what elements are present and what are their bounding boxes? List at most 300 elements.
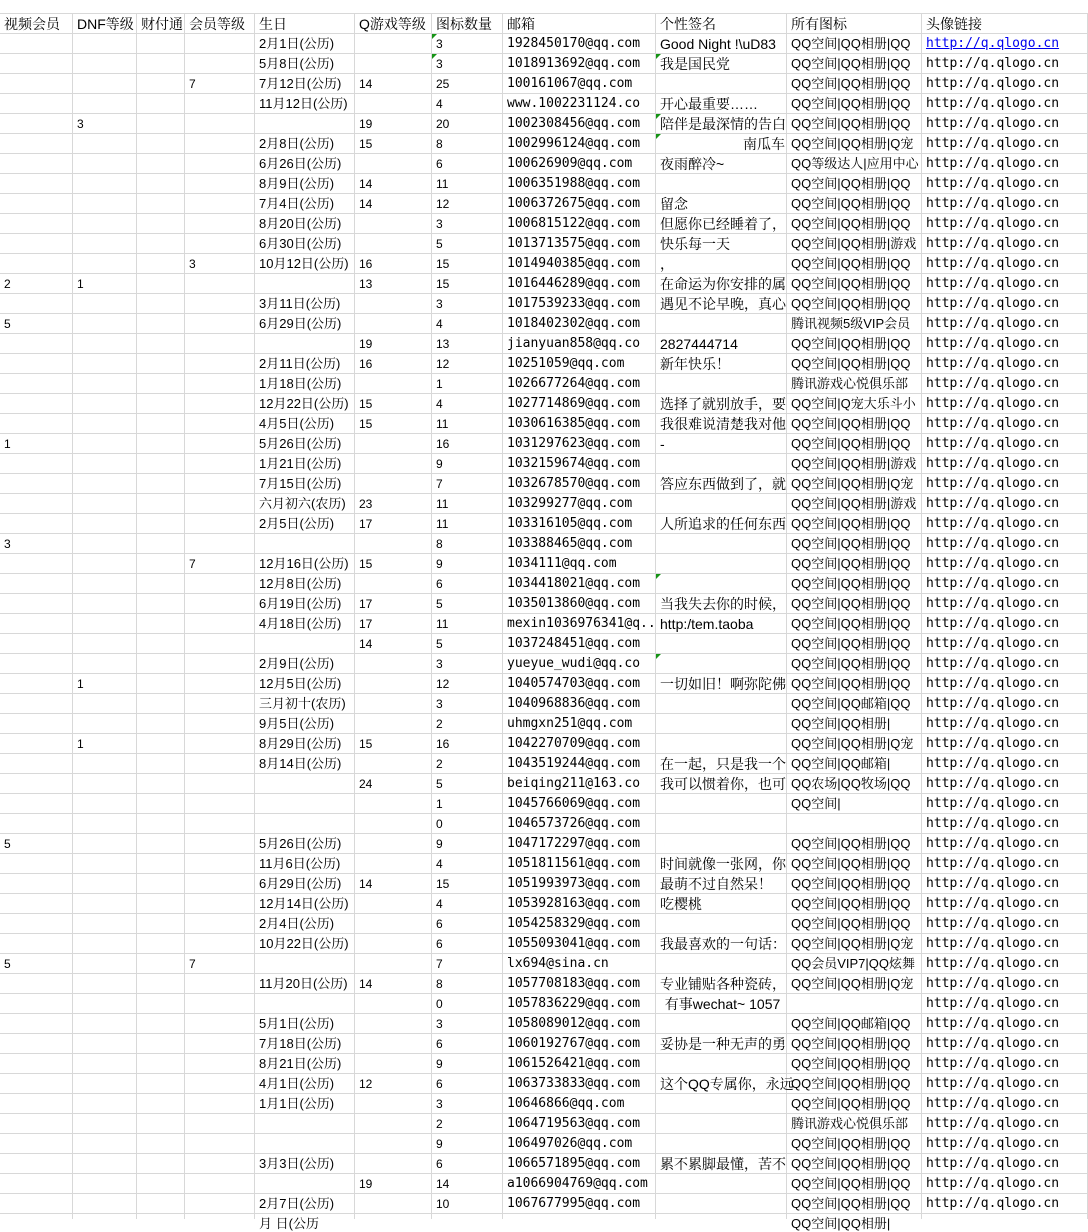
cell-tenpay[interactable] (137, 674, 185, 694)
cell-vip-level[interactable] (185, 394, 255, 414)
cell-avatar-link[interactable]: http://q.qlogo.cn (922, 214, 1088, 234)
cell-all-icons[interactable]: QQ空间|QQ相册|QQ (787, 114, 922, 134)
cell-signature[interactable]: 2827444714 (656, 334, 787, 354)
cell-birthday[interactable]: 8月14日(公历) (255, 754, 355, 774)
cell-signature[interactable] (656, 914, 787, 934)
cell-dnf-level[interactable] (73, 494, 137, 514)
cell-avatar-link[interactable]: http://q.qlogo.cn (922, 1054, 1088, 1074)
cell-all-icons[interactable]: QQ空间|QQ相册|QQ (787, 34, 922, 54)
cell-email[interactable]: 1016446289@qq.com (503, 274, 656, 294)
cell-vip-level[interactable] (185, 114, 255, 134)
cell-email[interactable]: 1055093041@qq.com (503, 934, 656, 954)
cell-tenpay[interactable] (137, 754, 185, 774)
cell-icon-count[interactable]: 5 (432, 234, 503, 254)
cell-birthday[interactable] (255, 634, 355, 654)
cell-signature[interactable] (656, 1094, 787, 1114)
cell-avatar-link[interactable]: http://q.qlogo.cn (922, 1074, 1088, 1094)
cell-tenpay[interactable] (137, 54, 185, 74)
cell-video-vip[interactable] (0, 174, 73, 194)
cell-email[interactable]: 1064719563@qq.com (503, 1114, 656, 1134)
cell-vip-level[interactable] (185, 634, 255, 654)
cell-qgame-level[interactable] (355, 54, 432, 74)
cell-avatar-link[interactable]: http://q.qlogo.cn (922, 274, 1088, 294)
column-header-video-vip[interactable]: 视频会员 (0, 14, 73, 34)
cell-tenpay[interactable] (137, 154, 185, 174)
cell-tenpay[interactable] (137, 34, 185, 54)
cell-all-icons[interactable]: QQ空间|QQ相册|QQ (787, 674, 922, 694)
cell-signature[interactable]: 一切如旧！啊弥陀佛 (656, 674, 787, 694)
cell-vip-level[interactable] (185, 194, 255, 214)
cell-vip-level[interactable] (185, 294, 255, 314)
cell-email[interactable]: 1031297623@qq.com (503, 434, 656, 454)
cell-signature[interactable]: 这个QQ专属你，永远 (656, 1074, 787, 1094)
cell-avatar-link[interactable]: http://q.qlogo.cn (922, 574, 1088, 594)
cell-qgame-level[interactable] (355, 454, 432, 474)
cell-all-icons[interactable]: QQ空间|QQ相册|QQ (787, 354, 922, 374)
cell-email[interactable] (503, 1214, 656, 1219)
cell-dnf-level[interactable] (73, 94, 137, 114)
cell-dnf-level[interactable] (73, 174, 137, 194)
cell-vip-level[interactable] (185, 674, 255, 694)
cell-tenpay[interactable] (137, 1054, 185, 1074)
cell-dnf-level[interactable] (73, 874, 137, 894)
cell-avatar-link[interactable] (922, 1214, 1088, 1219)
cell-signature[interactable] (656, 314, 787, 334)
cell-email[interactable]: 1032678570@qq.com (503, 474, 656, 494)
cell-vip-level[interactable] (185, 814, 255, 834)
cell-video-vip[interactable] (0, 454, 73, 474)
cell-birthday[interactable]: 6月19日(公历) (255, 594, 355, 614)
cell-email[interactable]: 100626909@qq.com (503, 154, 656, 174)
cell-qgame-level[interactable] (355, 1094, 432, 1114)
cell-signature[interactable] (656, 1114, 787, 1134)
cell-signature[interactable] (656, 1014, 787, 1034)
cell-all-icons[interactable]: QQ空间|QQ相册|Q宠 (787, 974, 922, 994)
cell-signature[interactable]: 留念 (656, 194, 787, 214)
cell-vip-level[interactable] (185, 974, 255, 994)
cell-icon-count[interactable]: 16 (432, 734, 503, 754)
cell-qgame-level[interactable]: 15 (355, 734, 432, 754)
cell-tenpay[interactable] (137, 314, 185, 334)
cell-signature[interactable]: 我是国民党 (656, 54, 787, 74)
cell-birthday[interactable]: 4月5日(公历) (255, 414, 355, 434)
cell-icon-count[interactable]: 3 (432, 1014, 503, 1034)
cell-all-icons[interactable]: QQ空间|QQ相册|QQ (787, 294, 922, 314)
cell-signature[interactable]: 最萌不过自然呆！ (656, 874, 787, 894)
cell-avatar-link[interactable]: http://q.qlogo.cn (922, 134, 1088, 154)
cell-icon-count[interactable]: 2 (432, 714, 503, 734)
cell-signature[interactable] (656, 714, 787, 734)
cell-video-vip[interactable] (0, 594, 73, 614)
cell-all-icons[interactable]: QQ空间|QQ邮箱|QQ (787, 1014, 922, 1034)
cell-signature[interactable]: 但愿你已经睡着了， (656, 214, 787, 234)
cell-icon-count[interactable]: 4 (432, 94, 503, 114)
column-header-all-icons[interactable]: 所有图标 (787, 14, 922, 34)
cell-avatar-link[interactable]: http://q.qlogo.cn (922, 714, 1088, 734)
cell-dnf-level[interactable] (73, 254, 137, 274)
cell-signature[interactable]: Good Night !\uD83 (656, 34, 787, 54)
cell-icon-count[interactable]: 11 (432, 414, 503, 434)
cell-tenpay[interactable] (137, 814, 185, 834)
cell-birthday[interactable]: 6月30日(公历) (255, 234, 355, 254)
cell-signature[interactable]: - (656, 434, 787, 454)
cell-video-vip[interactable] (0, 574, 73, 594)
cell-qgame-level[interactable] (355, 954, 432, 974)
cell-birthday[interactable]: 7月15日(公历) (255, 474, 355, 494)
cell-icon-count[interactable]: 8 (432, 534, 503, 554)
cell-all-icons[interactable]: QQ空间|QQ相册|游戏 (787, 494, 922, 514)
cell-signature[interactable]: 选择了就别放手，要 (656, 394, 787, 414)
cell-video-vip[interactable] (0, 874, 73, 894)
cell-email[interactable]: 1040968836@qq.com (503, 694, 656, 714)
cell-dnf-level[interactable] (73, 54, 137, 74)
cell-avatar-link[interactable]: http://q.qlogo.cn (922, 834, 1088, 854)
cell-vip-level[interactable] (185, 734, 255, 754)
cell-email[interactable]: 10646866@qq.com (503, 1094, 656, 1114)
cell-birthday[interactable] (255, 1174, 355, 1194)
cell-vip-level[interactable] (185, 874, 255, 894)
cell-birthday[interactable]: 6月29日(公历) (255, 314, 355, 334)
cell-all-icons[interactable]: QQ空间|QQ相册|Q宠 (787, 474, 922, 494)
cell-icon-count[interactable]: 9 (432, 1134, 503, 1154)
cell-tenpay[interactable] (137, 1014, 185, 1034)
cell-icon-count[interactable]: 8 (432, 974, 503, 994)
cell-qgame-level[interactable]: 16 (355, 354, 432, 374)
cell-icon-count[interactable]: 12 (432, 194, 503, 214)
cell-avatar-link[interactable]: http://q.qlogo.cn (922, 1174, 1088, 1194)
cell-birthday[interactable]: 12月22日(公历) (255, 394, 355, 414)
cell-video-vip[interactable] (0, 1194, 73, 1214)
cell-all-icons[interactable]: QQ空间|QQ相册| (787, 1214, 922, 1219)
cell-all-icons[interactable]: QQ空间|QQ相册|QQ (787, 594, 922, 614)
cell-email[interactable]: 1034111@qq.com (503, 554, 656, 574)
cell-icon-count[interactable]: 11 (432, 614, 503, 634)
cell-avatar-link[interactable]: http://q.qlogo.cn (922, 474, 1088, 494)
cell-birthday[interactable]: 8月21日(公历) (255, 1054, 355, 1074)
cell-dnf-level[interactable] (73, 1174, 137, 1194)
cell-email[interactable]: 1018913692@qq.com (503, 54, 656, 74)
cell-tenpay[interactable] (137, 194, 185, 214)
cell-birthday[interactable] (255, 1114, 355, 1134)
cell-dnf-level[interactable] (73, 914, 137, 934)
cell-video-vip[interactable] (0, 1074, 73, 1094)
cell-tenpay[interactable] (137, 394, 185, 414)
cell-vip-level[interactable] (185, 694, 255, 714)
cell-video-vip[interactable] (0, 794, 73, 814)
cell-video-vip[interactable]: 1 (0, 434, 73, 454)
cell-tenpay[interactable] (137, 634, 185, 654)
cell-email[interactable]: mexin1036976341@q.. (503, 614, 656, 634)
cell-video-vip[interactable] (0, 674, 73, 694)
cell-avatar-link[interactable]: http://q.qlogo.cn (922, 694, 1088, 714)
cell-qgame-level[interactable] (355, 1054, 432, 1074)
cell-birthday[interactable] (255, 274, 355, 294)
column-header-dnf-level[interactable]: DNF等级 (73, 14, 137, 34)
cell-email[interactable]: 1006372675@qq.com (503, 194, 656, 214)
cell-birthday[interactable]: 11月12日(公历) (255, 94, 355, 114)
cell-all-icons[interactable]: QQ空间|QQ相册|QQ (787, 1194, 922, 1214)
cell-all-icons[interactable]: QQ空间|QQ邮箱| (787, 754, 922, 774)
cell-dnf-level[interactable] (73, 354, 137, 374)
cell-icon-count[interactable]: 9 (432, 454, 503, 474)
cell-video-vip[interactable] (0, 894, 73, 914)
cell-tenpay[interactable] (137, 354, 185, 374)
cell-dnf-level[interactable] (73, 694, 137, 714)
cell-tenpay[interactable] (137, 594, 185, 614)
cell-vip-level[interactable] (185, 314, 255, 334)
cell-icon-count[interactable] (432, 1214, 503, 1219)
cell-signature[interactable]: 累不累脚最懂，苦不 (656, 1154, 787, 1174)
cell-qgame-level[interactable]: 15 (355, 134, 432, 154)
cell-all-icons[interactable]: QQ空间|QQ相册|QQ (787, 574, 922, 594)
cell-video-vip[interactable]: 3 (0, 534, 73, 554)
cell-signature[interactable]: 遇见不论早晚，真心 (656, 294, 787, 314)
cell-qgame-level[interactable] (355, 294, 432, 314)
cell-avatar-link[interactable]: http://q.qlogo.cn (922, 494, 1088, 514)
cell-birthday[interactable]: 12月14日(公历) (255, 894, 355, 914)
cell-qgame-level[interactable]: 19 (355, 1174, 432, 1194)
cell-birthday[interactable]: 12月8日(公历) (255, 574, 355, 594)
column-header-signature[interactable]: 个性签名 (656, 14, 787, 34)
cell-tenpay[interactable] (137, 1134, 185, 1154)
cell-email[interactable]: 103388465@qq.com (503, 534, 656, 554)
cell-birthday[interactable]: 7月4日(公历) (255, 194, 355, 214)
cell-dnf-level[interactable] (73, 1094, 137, 1114)
cell-all-icons[interactable]: QQ空间|QQ邮箱|QQ (787, 694, 922, 714)
cell-all-icons[interactable]: QQ空间|QQ相册|QQ (787, 854, 922, 874)
cell-vip-level[interactable] (185, 794, 255, 814)
cell-birthday[interactable]: 10月22日(公历) (255, 934, 355, 954)
cell-qgame-level[interactable]: 17 (355, 594, 432, 614)
cell-dnf-level[interactable] (73, 434, 137, 454)
cell-vip-level[interactable] (185, 774, 255, 794)
cell-vip-level[interactable] (185, 1114, 255, 1134)
cell-signature[interactable] (656, 1054, 787, 1074)
cell-avatar-link[interactable]: http://q.qlogo.cn (922, 154, 1088, 174)
cell-icon-count[interactable]: 11 (432, 514, 503, 534)
cell-qgame-level[interactable]: 24 (355, 774, 432, 794)
cell-tenpay[interactable] (137, 1154, 185, 1174)
cell-all-icons[interactable]: QQ空间|QQ相册|QQ (787, 1174, 922, 1194)
cell-icon-count[interactable]: 6 (432, 934, 503, 954)
cell-all-icons[interactable]: QQ空间|QQ相册|Q宠 (787, 134, 922, 154)
cell-dnf-level[interactable] (73, 594, 137, 614)
cell-birthday[interactable]: 5月26日(公历) (255, 434, 355, 454)
cell-icon-count[interactable]: 14 (432, 1174, 503, 1194)
cell-email[interactable]: 1045766069@qq.com (503, 794, 656, 814)
cell-all-icons[interactable]: QQ空间|QQ相册|QQ (787, 894, 922, 914)
cell-email[interactable]: 106497026@qq.com (503, 1134, 656, 1154)
cell-icon-count[interactable]: 6 (432, 574, 503, 594)
cell-tenpay[interactable] (137, 794, 185, 814)
cell-icon-count[interactable]: 2 (432, 1114, 503, 1134)
cell-birthday[interactable]: 1月18日(公历) (255, 374, 355, 394)
cell-vip-level[interactable] (185, 154, 255, 174)
cell-qgame-level[interactable] (355, 374, 432, 394)
cell-vip-level[interactable] (185, 1054, 255, 1074)
cell-dnf-level[interactable] (73, 814, 137, 834)
cell-video-vip[interactable] (0, 354, 73, 374)
cell-email[interactable]: 1054258329@qq.com (503, 914, 656, 934)
cell-vip-level[interactable] (185, 994, 255, 1014)
cell-avatar-link[interactable]: http://q.qlogo.cn (922, 554, 1088, 574)
cell-tenpay[interactable] (137, 234, 185, 254)
cell-dnf-level[interactable] (73, 294, 137, 314)
cell-dnf-level[interactable] (73, 794, 137, 814)
cell-all-icons[interactable]: QQ空间|QQ相册|QQ (787, 1054, 922, 1074)
cell-avatar-link[interactable]: http://q.qlogo.cn (922, 94, 1088, 114)
cell-signature[interactable]: 南瓜车 (656, 134, 787, 154)
cell-icon-count[interactable]: 15 (432, 254, 503, 274)
cell-tenpay[interactable] (137, 714, 185, 734)
cell-video-vip[interactable] (0, 1154, 73, 1174)
cell-tenpay[interactable] (137, 654, 185, 674)
cell-dnf-level[interactable] (73, 194, 137, 214)
cell-video-vip[interactable] (0, 34, 73, 54)
cell-vip-level[interactable] (185, 894, 255, 914)
cell-video-vip[interactable] (0, 774, 73, 794)
cell-email[interactable]: 1002996124@qq.com (503, 134, 656, 154)
cell-tenpay[interactable] (137, 1074, 185, 1094)
cell-avatar-link[interactable]: http://q.qlogo.cn (922, 194, 1088, 214)
cell-video-vip[interactable]: 2 (0, 274, 73, 294)
cell-birthday[interactable]: 2月4日(公历) (255, 914, 355, 934)
cell-birthday[interactable] (255, 954, 355, 974)
cell-dnf-level[interactable] (73, 1194, 137, 1214)
cell-signature[interactable]: 夜雨醉冷~ (656, 154, 787, 174)
cell-email[interactable]: 1066571895@qq.com (503, 1154, 656, 1174)
cell-email[interactable]: 1013713575@qq.com (503, 234, 656, 254)
cell-video-vip[interactable] (0, 554, 73, 574)
cell-tenpay[interactable] (137, 214, 185, 234)
cell-video-vip[interactable] (0, 994, 73, 1014)
cell-tenpay[interactable] (137, 974, 185, 994)
cell-email[interactable]: 1051993973@qq.com (503, 874, 656, 894)
cell-birthday[interactable]: 2月9日(公历) (255, 654, 355, 674)
cell-dnf-level[interactable] (73, 1114, 137, 1134)
cell-qgame-level[interactable] (355, 794, 432, 814)
cell-tenpay[interactable] (137, 414, 185, 434)
cell-signature[interactable] (656, 794, 787, 814)
cell-dnf-level[interactable] (73, 654, 137, 674)
cell-birthday[interactable]: 三月初十(农历) (255, 694, 355, 714)
cell-tenpay[interactable] (137, 834, 185, 854)
cell-all-icons[interactable]: QQ空间|Q宠大乐斗小 (787, 394, 922, 414)
cell-tenpay[interactable] (137, 454, 185, 474)
cell-birthday[interactable]: 2月7日(公历) (255, 1194, 355, 1214)
cell-avatar-link[interactable]: http://q.qlogo.cn (922, 534, 1088, 554)
cell-vip-level[interactable] (185, 614, 255, 634)
cell-dnf-level[interactable] (73, 714, 137, 734)
cell-vip-level[interactable] (185, 514, 255, 534)
cell-vip-level[interactable]: 7 (185, 954, 255, 974)
cell-dnf-level[interactable] (73, 314, 137, 334)
cell-avatar-link[interactable]: http://q.qlogo.cn (922, 954, 1088, 974)
cell-signature[interactable] (656, 734, 787, 754)
cell-email[interactable]: 1063733833@qq.com (503, 1074, 656, 1094)
cell-avatar-link[interactable]: http://q.qlogo.cn (922, 314, 1088, 334)
cell-vip-level[interactable] (185, 1134, 255, 1154)
cell-qgame-level[interactable]: 13 (355, 274, 432, 294)
cell-avatar-link[interactable]: http://q.qlogo.cn (922, 654, 1088, 674)
cell-tenpay[interactable] (137, 514, 185, 534)
cell-avatar-link[interactable]: http://q.qlogo.cn (922, 114, 1088, 134)
cell-vip-level[interactable] (185, 214, 255, 234)
cell-qgame-level[interactable] (355, 814, 432, 834)
cell-vip-level[interactable]: 7 (185, 554, 255, 574)
cell-birthday[interactable]: 7月12日(公历) (255, 74, 355, 94)
cell-signature[interactable] (656, 694, 787, 714)
cell-qgame-level[interactable] (355, 314, 432, 334)
cell-avatar-link[interactable]: http://q.qlogo.cn (922, 634, 1088, 654)
cell-email[interactable]: 1002308456@qq.com (503, 114, 656, 134)
cell-signature[interactable]: 开心最重要…… (656, 94, 787, 114)
column-header-vip-level[interactable]: 会员等级 (185, 14, 255, 34)
cell-icon-count[interactable]: 1 (432, 794, 503, 814)
cell-avatar-link[interactable]: http://q.qlogo.cn (922, 434, 1088, 454)
cell-icon-count[interactable]: 3 (432, 214, 503, 234)
cell-icon-count[interactable]: 5 (432, 594, 503, 614)
cell-vip-level[interactable] (185, 454, 255, 474)
cell-icon-count[interactable]: 3 (432, 654, 503, 674)
cell-avatar-link[interactable]: http://q.qlogo.cn (922, 394, 1088, 414)
cell-avatar-link[interactable]: http://q.qlogo.cn (922, 334, 1088, 354)
cell-dnf-level[interactable] (73, 234, 137, 254)
cell-signature[interactable]: 答应东西做到了，就 (656, 474, 787, 494)
cell-email[interactable]: 1032159674@qq.com (503, 454, 656, 474)
cell-tenpay[interactable] (137, 1174, 185, 1194)
cell-icon-count[interactable]: 8 (432, 134, 503, 154)
cell-tenpay[interactable] (137, 954, 185, 974)
cell-email[interactable]: 103316105@qq.com (503, 514, 656, 534)
column-header-qgame-level[interactable]: Q游戏等级 (355, 14, 432, 34)
cell-signature[interactable] (656, 554, 787, 574)
cell-video-vip[interactable] (0, 154, 73, 174)
cell-avatar-link[interactable]: http://q.qlogo.cn (922, 1094, 1088, 1114)
cell-signature[interactable] (656, 374, 787, 394)
cell-video-vip[interactable] (0, 254, 73, 274)
cell-birthday[interactable]: 六月初六(农历) (255, 494, 355, 514)
cell-dnf-level[interactable]: 1 (73, 274, 137, 294)
cell-vip-level[interactable] (185, 854, 255, 874)
cell-signature[interactable] (656, 534, 787, 554)
cell-birthday[interactable]: 8月20日(公历) (255, 214, 355, 234)
cell-dnf-level[interactable] (73, 1134, 137, 1154)
cell-all-icons[interactable]: QQ空间| (787, 794, 922, 814)
cell-all-icons[interactable]: QQ空间|QQ相册|QQ (787, 194, 922, 214)
cell-all-icons[interactable]: QQ空间|QQ相册|QQ (787, 634, 922, 654)
cell-qgame-level[interactable] (355, 1014, 432, 1034)
cell-icon-count[interactable]: 13 (432, 334, 503, 354)
cell-qgame-level[interactable] (355, 714, 432, 734)
cell-tenpay[interactable] (137, 174, 185, 194)
cell-tenpay[interactable] (137, 894, 185, 914)
cell-email[interactable]: 1037248451@qq.com (503, 634, 656, 654)
cell-dnf-level[interactable] (73, 994, 137, 1014)
cell-dnf-level[interactable] (73, 1214, 137, 1219)
cell-signature[interactable] (656, 574, 787, 594)
cell-qgame-level[interactable] (355, 94, 432, 114)
cell-email[interactable]: 1040574703@qq.com (503, 674, 656, 694)
cell-tenpay[interactable] (137, 494, 185, 514)
cell-vip-level[interactable] (185, 1074, 255, 1094)
cell-icon-count[interactable]: 11 (432, 494, 503, 514)
cell-email[interactable]: 1057836229@qq.com (503, 994, 656, 1014)
cell-email[interactable]: 1051811561@qq.com (503, 854, 656, 874)
cell-all-icons[interactable]: QQ空间|QQ相册|QQ (787, 1094, 922, 1114)
cell-avatar-link[interactable]: http://q.qlogo.cn (922, 1194, 1088, 1214)
cell-signature[interactable]: 有事wechat~ 1057 (656, 994, 787, 1014)
